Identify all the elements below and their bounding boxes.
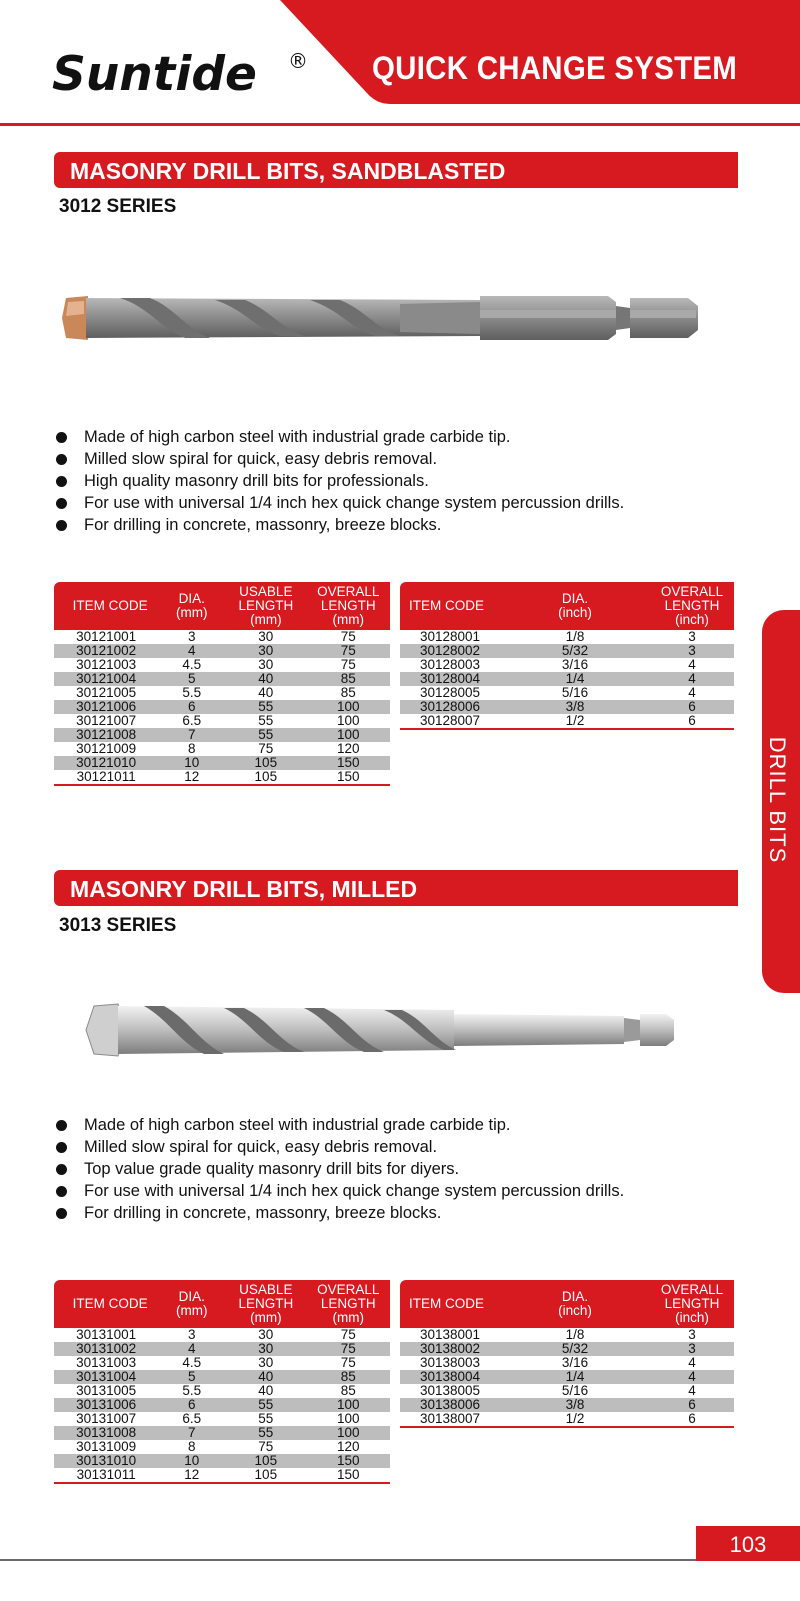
table-row <box>54 1356 390 1370</box>
table-cell: 3 <box>650 644 734 658</box>
table-cell: 75 <box>340 629 356 644</box>
table-cell: 4.5 <box>182 657 202 672</box>
table-cell: 4 <box>688 685 696 700</box>
table-cell: 75 <box>340 1355 356 1370</box>
table-cell: 150 <box>307 770 390 785</box>
col-header-overall-length: OVERALL LENGTH (inch) <box>650 582 734 630</box>
item-code-cell: 30121003 <box>76 657 137 672</box>
item-code-cell: 30131008 <box>54 1426 158 1440</box>
col-header-item-code: ITEM CODE <box>54 1280 158 1328</box>
table-cell: 6 <box>158 700 225 714</box>
table-cell: 100 <box>307 700 390 714</box>
table-cell: 6 <box>650 1398 734 1412</box>
table-cell: 4 <box>688 657 696 672</box>
table-cell: 55 <box>258 713 274 728</box>
item-code-cell: 30138006 <box>400 1398 500 1412</box>
item-code-cell: 30128006 <box>400 700 500 714</box>
table-row <box>54 1342 390 1356</box>
item-code-cell: 30131002 <box>54 1342 158 1356</box>
series-label: 3012 SERIES <box>59 196 177 217</box>
table-cell: 12 <box>158 1468 225 1483</box>
table-row <box>400 630 734 644</box>
item-code-cell: 30131007 <box>76 1411 137 1426</box>
table-cell: 150 <box>307 1454 390 1468</box>
table-row <box>54 1370 390 1384</box>
table-cell: 4 <box>688 1383 696 1398</box>
table-cell: 1/4 <box>500 1370 650 1384</box>
table-cell: 75 <box>340 1327 356 1342</box>
table-cell: 3 <box>187 629 196 644</box>
table-cell: 4 <box>650 672 734 686</box>
list-item: For drilling in concrete, massonry, breeze blocks. <box>54 514 624 536</box>
page-number: 103 <box>729 1532 767 1557</box>
table-cell: 6 <box>650 714 734 729</box>
item-code-cell: 30131001 <box>76 1327 137 1342</box>
table-cell: 3 <box>688 629 696 644</box>
item-code-cell: 30138004 <box>400 1370 500 1384</box>
list-item: For use with universal 1/4 inch hex quick change system percussion drills. <box>54 1180 624 1202</box>
metric-spec-table <box>54 582 390 786</box>
table-row <box>54 742 390 756</box>
table-row <box>400 1328 734 1342</box>
table-cell: 100 <box>336 713 360 728</box>
list-item: Top value grade quality masonry drill bits for diyers. <box>54 1158 624 1180</box>
table-cell: 1/2 <box>500 1412 650 1427</box>
table-cell: 4 <box>158 644 225 658</box>
table-cell: 6 <box>650 700 734 714</box>
list-item: Made of high carbon steel with industrial grade carbide tip. <box>54 1114 624 1136</box>
table-cell: 5/16 <box>561 1383 589 1398</box>
table-cell: 55 <box>225 728 306 742</box>
table-cell: 3/8 <box>500 1398 650 1412</box>
item-code-cell: 30121009 <box>76 741 137 756</box>
table-cell: 4 <box>688 1355 696 1370</box>
table-row <box>400 644 734 658</box>
series-label: 3013 SERIES <box>59 915 177 936</box>
item-code-cell: 30128003 <box>419 657 481 672</box>
table-cell: 75 <box>307 644 390 658</box>
list-item: Made of high carbon steel with industrial grade carbide tip. <box>54 426 624 448</box>
table-row <box>400 1342 734 1356</box>
item-code-cell: 30121007 <box>76 713 137 728</box>
item-code-cell: 30121006 <box>54 700 158 714</box>
section-header-milled <box>54 870 738 906</box>
item-code-cell: 30138001 <box>419 1327 481 1342</box>
item-code-cell: 30121011 <box>54 770 158 785</box>
section-title: MASONRY DRILL BITS, SANDBLASTED <box>70 158 506 184</box>
metric-spec-table <box>54 1280 390 1484</box>
table-cell: 5 <box>158 672 225 686</box>
table-cell: 120 <box>336 741 360 756</box>
table-cell: 40 <box>258 1383 274 1398</box>
item-code-cell: 30138002 <box>400 1342 500 1356</box>
item-code-cell: 30138007 <box>400 1412 500 1427</box>
header-title: QUICK CHANGE SYSTEM <box>372 50 738 86</box>
table-cell: 30 <box>258 657 274 672</box>
table-row <box>400 686 734 700</box>
table-cell: 100 <box>307 1398 390 1412</box>
table-row <box>400 1398 734 1412</box>
table-cell: 30 <box>258 1355 274 1370</box>
col-header-dia: DIA. (mm) <box>158 582 225 630</box>
item-code-cell: 30128001 <box>419 629 481 644</box>
table-cell: 75 <box>340 657 356 672</box>
item-code-cell: 30131010 <box>54 1454 158 1468</box>
table-cell: 30 <box>225 1342 306 1356</box>
table-cell: 12 <box>158 770 225 785</box>
table-cell: 1/4 <box>500 672 650 686</box>
item-code-cell: 30138003 <box>419 1355 481 1370</box>
item-code-cell: 30131003 <box>76 1355 137 1370</box>
table-cell: 30 <box>258 629 274 644</box>
table-cell: 10 <box>158 1454 225 1468</box>
table-cell: 3 <box>688 1327 696 1342</box>
table-cell: 5.5 <box>182 685 202 700</box>
sandblasted-drill-bit-image <box>60 288 716 350</box>
table-cell: 4 <box>158 1342 225 1356</box>
table-row <box>54 1468 390 1483</box>
table-cell: 3/16 <box>561 657 589 672</box>
table-cell: 8 <box>187 741 196 756</box>
item-code-cell: 30121002 <box>54 644 158 658</box>
table-cell: 4.5 <box>182 1355 202 1370</box>
item-code-cell: 30131011 <box>54 1468 158 1483</box>
table-cell: 6 <box>158 1398 225 1412</box>
table-cell: 105 <box>225 1454 306 1468</box>
table-row <box>54 1384 390 1398</box>
item-code-cell: 30121004 <box>54 672 158 686</box>
table-cell: 30 <box>258 1327 274 1342</box>
table-cell: 40 <box>225 672 306 686</box>
table-row <box>54 1440 390 1454</box>
table-row <box>54 770 390 785</box>
table-cell: 4 <box>650 1370 734 1384</box>
table-cell: 5/32 <box>500 644 650 658</box>
table-row <box>400 658 734 672</box>
section-title: MASONRY DRILL BITS, MILLED <box>70 876 418 902</box>
table-cell: 7 <box>158 1426 225 1440</box>
table-cell: 6 <box>650 1412 734 1427</box>
table-cell: 75 <box>307 1342 390 1356</box>
list-item: For drilling in concrete, massonry, breeze blocks. <box>54 1202 624 1224</box>
table-row <box>400 1356 734 1370</box>
col-header-dia: DIA. (mm) <box>158 1280 225 1328</box>
col-header-usable-length: USABLE LENGTH (mm) <box>225 582 306 630</box>
col-header-overall-length: OVERALL LENGTH (mm) <box>307 1280 390 1328</box>
table-row <box>54 658 390 672</box>
item-code-cell: 30131004 <box>54 1370 158 1384</box>
item-code-cell: 30121010 <box>54 756 158 770</box>
table-row <box>54 1426 390 1440</box>
table-row <box>54 1454 390 1468</box>
table-row <box>54 672 390 686</box>
table-cell: 85 <box>307 1370 390 1384</box>
col-header-dia: DIA. (inch) <box>500 582 650 630</box>
col-header-item-code: ITEM CODE <box>54 582 158 630</box>
table-cell: 6.5 <box>182 1411 202 1426</box>
table-cell: 3 <box>187 1327 196 1342</box>
item-code-cell: 30121008 <box>54 728 158 742</box>
header-divider <box>0 123 800 126</box>
table-row <box>54 630 390 644</box>
table-row <box>54 1328 390 1342</box>
table-cell: 55 <box>225 700 306 714</box>
table-cell: 1/8 <box>565 629 585 644</box>
table-cell: 120 <box>336 1439 360 1454</box>
table-cell: 5 <box>158 1370 225 1384</box>
milled-drill-bit-image <box>84 1000 694 1060</box>
col-header-dia: DIA. (inch) <box>500 1280 650 1328</box>
inch-spec-table <box>400 582 734 730</box>
table-row <box>54 1398 390 1412</box>
table-cell: 75 <box>258 741 274 756</box>
item-code-cell: 30128004 <box>400 672 500 686</box>
table-row <box>400 714 734 729</box>
col-header-overall-length: OVERALL LENGTH (mm) <box>307 582 390 630</box>
table-cell: 10 <box>158 756 225 770</box>
page-number-box <box>696 1526 800 1561</box>
table-row <box>400 1370 734 1384</box>
item-code-cell: 30121001 <box>76 629 137 644</box>
side-tab-label: DRILL BITS <box>765 736 790 864</box>
table-cell: 1/2 <box>500 714 650 729</box>
item-code-cell: 30128002 <box>400 644 500 658</box>
table-cell: 55 <box>225 1426 306 1440</box>
table-row <box>54 644 390 658</box>
col-header-item-code: ITEM CODE <box>400 1280 500 1328</box>
item-code-cell: 30128007 <box>400 714 500 729</box>
table-cell: 5/32 <box>500 1342 650 1356</box>
table-row <box>400 700 734 714</box>
table-cell: 1/8 <box>565 1327 585 1342</box>
brand-logo-text: Suntide <box>52 47 257 102</box>
item-code-cell: 30128005 <box>419 685 481 700</box>
col-header-usable-length: USABLE LENGTH (mm) <box>225 1280 306 1328</box>
table-cell: 55 <box>258 1411 274 1426</box>
col-header-item-code: ITEM CODE <box>400 582 500 630</box>
registered-mark: ® <box>288 49 308 73</box>
table-row <box>54 1412 390 1426</box>
table-cell: 55 <box>225 1398 306 1412</box>
brand-logo <box>52 42 322 118</box>
table-cell: 75 <box>258 1439 274 1454</box>
inch-spec-table <box>400 1280 734 1428</box>
table-row <box>400 1412 734 1427</box>
table-row <box>54 756 390 770</box>
table-cell: 100 <box>307 1426 390 1440</box>
feature-list <box>54 426 624 536</box>
table-cell: 5/16 <box>561 685 589 700</box>
table-cell: 6.5 <box>182 713 202 728</box>
table-cell: 30 <box>225 644 306 658</box>
list-item: High quality masonry drill bits for professionals. <box>54 470 624 492</box>
table-cell: 3/16 <box>561 1355 589 1370</box>
section-header-sandblasted <box>54 152 738 188</box>
table-cell: 150 <box>307 756 390 770</box>
item-code-cell: 30131006 <box>54 1398 158 1412</box>
table-cell: 105 <box>225 770 306 785</box>
table-row <box>400 1384 734 1398</box>
footer-divider <box>0 1559 800 1561</box>
table-cell: 85 <box>340 1383 356 1398</box>
table-row <box>54 686 390 700</box>
table-cell: 100 <box>336 1411 360 1426</box>
table-row <box>400 672 734 686</box>
col-header-overall-length: OVERALL LENGTH (inch) <box>650 1280 734 1328</box>
item-code-cell: 30138005 <box>419 1383 481 1398</box>
table-cell: 100 <box>307 728 390 742</box>
table-cell: 3 <box>650 1342 734 1356</box>
table-cell: 7 <box>158 728 225 742</box>
list-item: Milled slow spiral for quick, easy debris removal. <box>54 448 624 470</box>
table-cell: 105 <box>225 756 306 770</box>
list-item: For use with universal 1/4 inch hex quick change system percussion drills. <box>54 492 624 514</box>
table-cell: 40 <box>225 1370 306 1384</box>
item-code-cell: 30131005 <box>76 1383 137 1398</box>
item-code-cell: 30131009 <box>76 1439 137 1454</box>
table-cell: 40 <box>258 685 274 700</box>
item-code-cell: 30121005 <box>76 685 137 700</box>
table-cell: 105 <box>225 1468 306 1483</box>
list-item: Milled slow spiral for quick, easy debris removal. <box>54 1136 624 1158</box>
table-cell: 85 <box>307 672 390 686</box>
table-cell: 3/8 <box>500 700 650 714</box>
table-cell: 150 <box>307 1468 390 1483</box>
table-row <box>54 728 390 742</box>
table-cell: 8 <box>187 1439 196 1454</box>
table-row <box>54 714 390 728</box>
table-cell: 85 <box>340 685 356 700</box>
table-row <box>54 700 390 714</box>
table-cell: 5.5 <box>182 1383 202 1398</box>
feature-list <box>54 1114 624 1224</box>
